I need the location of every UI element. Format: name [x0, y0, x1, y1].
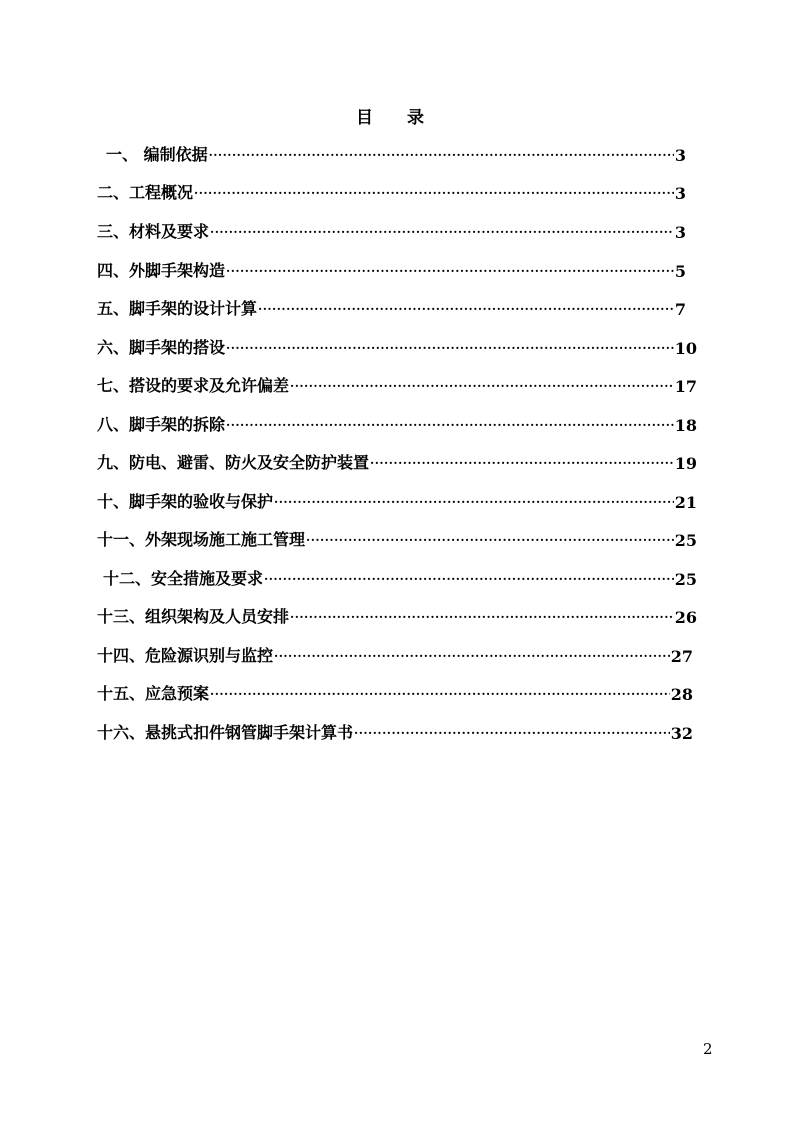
- toc-entry-label: 五、脚手架的设计计算: [97, 299, 258, 318]
- toc-entry-page: 19: [674, 454, 697, 473]
- toc-entry[interactable]: [97, 259, 686, 281]
- toc-entry-page: 27: [670, 647, 693, 666]
- toc-leader-dots: [258, 303, 674, 315]
- toc-leader-dots: [226, 265, 674, 277]
- toc-entry[interactable]: [97, 297, 686, 319]
- toc-entry-label: 十三、组织架构及人员安排: [97, 607, 290, 626]
- toc-entry[interactable]: [97, 682, 693, 704]
- toc-leader-dots: [290, 380, 674, 392]
- toc-entry[interactable]: [97, 336, 697, 358]
- toc-entry-page: 10: [674, 339, 697, 358]
- toc-leader-dots: [370, 457, 674, 469]
- toc-leader-dots: [226, 342, 674, 354]
- toc-entry-label: 九、防电、避雷、防火及安全防护装置: [97, 453, 370, 472]
- toc-entry[interactable]: [97, 644, 693, 666]
- toc-entry-label: 八、脚手架的拆除: [97, 415, 226, 434]
- toc-entry-page: 3: [674, 223, 686, 242]
- toc-entry-page: 32: [670, 724, 693, 743]
- toc-entry-page: 7: [674, 300, 686, 319]
- toc-leader-dots: [290, 611, 674, 623]
- toc-entry-page: 3: [674, 146, 686, 165]
- toc-leader-dots: [209, 149, 674, 161]
- toc-entry-label: 十六、悬挑式扣件钢管脚手架计算书: [97, 723, 354, 742]
- toc-entry[interactable]: [103, 567, 697, 589]
- toc-entry-page: 3: [674, 184, 686, 203]
- toc-leader-dots: [194, 187, 674, 199]
- toc-entry-page: 26: [674, 608, 697, 627]
- toc-entry[interactable]: [97, 528, 697, 550]
- toc-leader-dots: [274, 650, 670, 662]
- toc-entry-label: 十五、应急预案: [97, 684, 210, 703]
- page-number: 2: [703, 1040, 713, 1058]
- toc-entry[interactable]: [97, 605, 697, 627]
- toc-entry-label: 十四、危险源识别与监控: [97, 646, 274, 665]
- toc-entry[interactable]: [97, 721, 693, 743]
- toc-entry-label: 一、 编制依据: [106, 145, 208, 164]
- toc-leader-dots: [210, 688, 670, 700]
- toc-entry[interactable]: [97, 451, 697, 473]
- toc-leader-dots: [226, 419, 674, 431]
- toc-title: 目 录: [356, 108, 438, 128]
- toc-entry[interactable]: [97, 490, 697, 512]
- toc-entry[interactable]: [97, 374, 697, 396]
- toc-leader-dots: [210, 226, 674, 238]
- toc-entry-page: 21: [674, 493, 697, 512]
- toc-entry-label: 二、工程概况: [97, 183, 194, 202]
- toc-entry-label: 三、材料及要求: [97, 222, 210, 241]
- toc-entry[interactable]: [97, 181, 686, 203]
- toc-entry-label: 七、搭设的要求及允许偏差: [97, 376, 290, 395]
- toc-entry-page: 25: [674, 531, 697, 550]
- toc-entry-page: 25: [674, 570, 697, 589]
- toc-entry[interactable]: [106, 143, 686, 165]
- toc-entry-page: 5: [674, 262, 686, 281]
- toc-entry[interactable]: [97, 413, 697, 435]
- toc-entry-page: 18: [674, 416, 697, 435]
- toc-leader-dots: [264, 573, 674, 585]
- toc-entry-label: 四、外脚手架构造: [97, 261, 226, 280]
- toc-leader-dots: [274, 496, 674, 508]
- toc-entry-label: 十一、外架现场施工施工管理: [97, 530, 306, 549]
- toc-leader-dots: [354, 727, 670, 739]
- toc-entry[interactable]: [97, 220, 686, 242]
- toc-entry-page: 28: [670, 685, 693, 704]
- toc-entry-page: 17: [674, 377, 697, 396]
- toc-leader-dots: [306, 534, 674, 546]
- toc-entry-label: 十、脚手架的验收与保护: [97, 492, 274, 511]
- toc-entry-label: 六、脚手架的搭设: [97, 338, 226, 357]
- toc-entry-label: 十二、安全措施及要求: [103, 569, 264, 588]
